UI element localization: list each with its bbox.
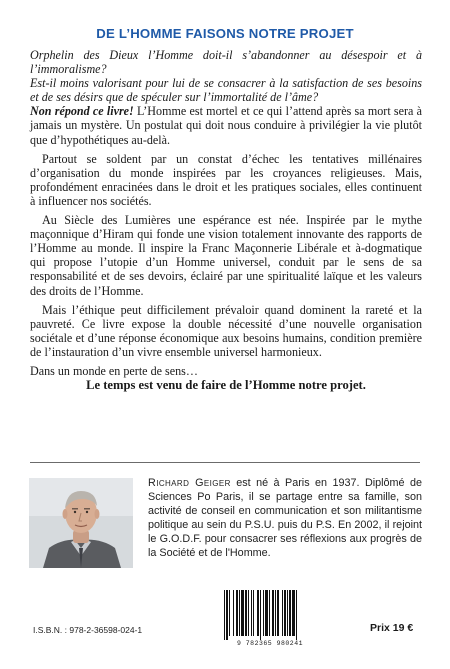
answer-bold: Non répond ce livre! bbox=[30, 104, 134, 119]
barcode-bar bbox=[289, 590, 291, 636]
barcode bbox=[222, 590, 318, 646]
question-2: Est-il moins valorisant pour lui de se consacrer à la satisfaction de ses besoins et de ses désirs que de spéculer sur l’immortalité de l’âme? bbox=[30, 76, 422, 105]
answer-rest: L’Homme est mortel et ce qui l’attend après sa mort sera à jamais un mystère. Un postulat qui doit nous conduire à privilégier la vie plutôt que d’hypothétiques au-delà. bbox=[30, 104, 422, 147]
author-bio-text: est né à Paris en 1937. Diplômé de Sciences Po Paris, il se partage entre sa famille, son activité de conseil en communication et son militantisme politique au sein du P.S.U. puis du P.S. En 2002, il rejoint le G.O.D.F. pour consacrer ses réflexions aux progrès de la Société et de l'Homme. bbox=[148, 477, 423, 559]
barcode-bar bbox=[253, 590, 254, 636]
author-bio bbox=[148, 476, 422, 560]
question-1: Orphelin des Dieux l’Homme doit-il s’abandonner au désespoir et à l’immoralisme? bbox=[30, 48, 422, 77]
barcode-bar bbox=[284, 590, 286, 636]
book-title: DE L’HOMME FAISONS NOTRE PROJET bbox=[96, 26, 354, 41]
barcode-bar bbox=[248, 590, 249, 636]
barcode-bar bbox=[251, 590, 252, 636]
barcode-bar bbox=[260, 590, 261, 640]
paragraph-lumieres: Au Siècle des Lumières une espérance est née. Inspirée par le mythe maçonnique d’Hiram qui fonde une vision totalement innovante des rapports de l’Homme au monde. Il inspire la Franc Maçonnerie Libérale et à-dogmatique qui propose l’utopie d’un Homme universel, conduit par le sens de sa responsabilité et de ses devoirs, éclairé par une spiritualité laïque et les valeurs des droits de l’Homme. bbox=[30, 213, 422, 298]
barcode-bar bbox=[241, 590, 244, 636]
barcode-bar bbox=[224, 590, 225, 640]
barcode-bar bbox=[277, 590, 279, 636]
barcode-bar bbox=[245, 590, 247, 636]
author-photo bbox=[29, 478, 133, 568]
barcode-bar bbox=[269, 590, 270, 636]
paragraph-perte-de-sens: Dans un monde en perte de sens… bbox=[30, 363, 198, 378]
isbn: I.S.B.N. : 978-2-36598-024-1 bbox=[33, 625, 143, 635]
closing-line: Le temps est venu de faire de l’Homme notre projet. bbox=[86, 378, 366, 393]
barcode-bar bbox=[282, 590, 283, 636]
barcode-digits: 9 782365 980241 bbox=[236, 640, 303, 647]
divider bbox=[30, 462, 420, 463]
barcode-bar bbox=[257, 590, 259, 636]
barcode-bar bbox=[263, 590, 264, 636]
blurb bbox=[30, 48, 422, 392]
barcode-bar bbox=[229, 590, 230, 636]
barcode-bar bbox=[265, 590, 268, 636]
barcode-bar bbox=[296, 590, 297, 640]
barcode-bar bbox=[233, 590, 234, 636]
barcode-bar bbox=[275, 590, 276, 636]
barcode-bar bbox=[239, 590, 240, 636]
price: Prix 19 € bbox=[370, 622, 414, 634]
barcode-bar bbox=[272, 590, 274, 636]
answer-paragraph bbox=[30, 104, 422, 146]
paragraph-religions: Partout se soldent par un constat d’échec les tentatives millénaires d’organisation du monde inspirées par les croyances religieuses. Mais, profondément enracinées dans le droit et les pratiques sociales, elles continuent à influencer nos sociétés. bbox=[30, 151, 422, 208]
author-name: Richard Geiger bbox=[148, 477, 231, 489]
barcode-bar bbox=[226, 590, 228, 640]
barcode-bar bbox=[236, 590, 238, 636]
paragraph-ethique: Mais l’éthique peut difficilement prévaloir quand dominent la rareté et la pauvreté. Ce livre expose la double nécessité d’une nouvelle organisation sociétale et d’une réponse économique aux besoins humains, condition première de l’instauration d’un vivre ensemble universel harmonieux. bbox=[30, 302, 422, 359]
barcode-bar bbox=[292, 590, 295, 636]
barcode-bar bbox=[287, 590, 288, 636]
